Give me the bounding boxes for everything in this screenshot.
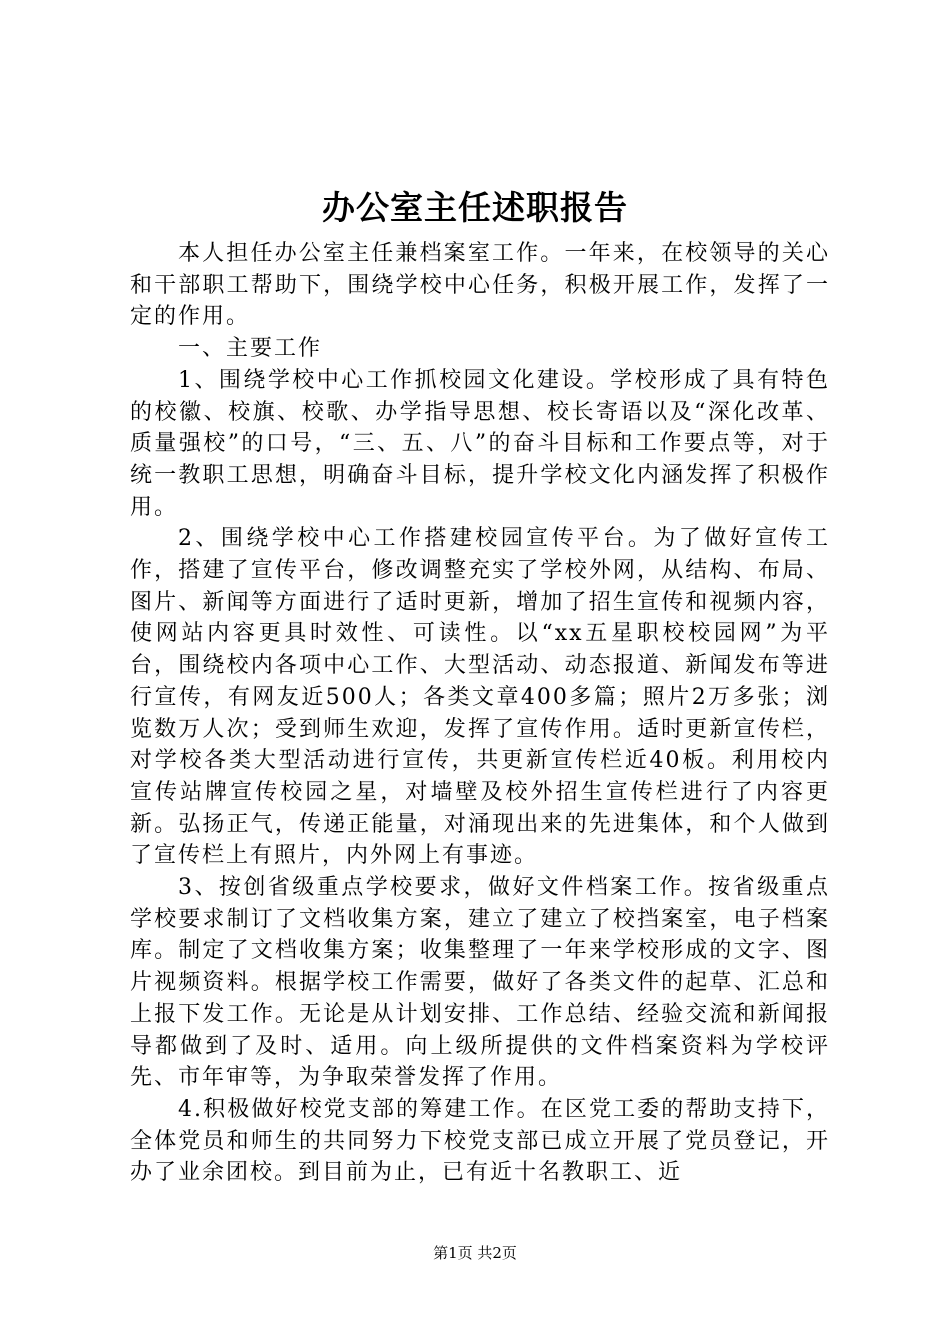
section-heading-main-work: 一、主要工作 xyxy=(178,336,323,362)
paragraph-item-4: 4.积极做好校党支部的筹建工作。在区党工委的帮助支持下，全体党员和师生的共同努力下校党支部已成立开展了党员登记，开办了业余团校。到目前为止，已有近十名教职工、近 xyxy=(130,1096,830,1186)
paragraph-intro: 本人担任办公室主任兼档案室工作。一年来，在校领导的关心和干部职工帮助下，围绕学校中心任务，积极开展工作，发挥了一定的作用。 xyxy=(130,241,830,330)
page-footer: 第1页 共2页 xyxy=(433,1244,517,1262)
paragraph-item-3: 3、按创省级重点学校要求，做好文件档案工作。按省级重点学校要求制订了文档收集方案，建立了建立了校挡案室，电子档案库。制定了文档收集方案；收集整理了一年来学校形成的文字、图片视频资料。根据学校工作需要，做好了各类文件的起草、汇总和上报下发工作。无论是从计划安排、工作总结、经验交流和新闻报导都做到了及时、适用。向上级所提供的文件档案资料为学校评先、市年审等，为争取荣誉发挥了作用。 xyxy=(130,875,830,1091)
document-title: 办公室主任述职报告 xyxy=(322,188,628,227)
paragraph-item-1: 1、围绕学校中心工作抓校园文化建设。学校形成了具有特色的校徽、校旗、校歌、办学指导思想、校长寄语以及“深化改革、质量强校”的口号，“三、五、八”的奋斗目标和工作要点等，对于统一教职工思想，明确奋斗目标，提升学校文化内涵发挥了积极作用。 xyxy=(130,367,830,520)
paragraph-item-2: 2、围绕学校中心工作搭建校园宣传平台。为了做好宣传工作，搭建了宣传平台，修改调整充实了学校外网，从结构、布局、图片、新闻等方面进行了适时更新，增加了招生宣传和视频内容，使网站内容更具时效性、可读性。以“xx五星职校校园网”为平台，围绕校内各项中心工作、大型活动、动态报道、新闻发布等进行宣传，有网友近500人；各类文章400多篇；照片2万多张；浏览数万人次；受到师生欢迎，发挥了宣传作用。适时更新宣传栏，对学校各类大型活动进行宣传，共更新宣传栏近40板。利用校内宣传站牌宣传校园之星，对墙壁及校外招生宣传栏进行了内容更新。弘扬正气，传递正能量，对涌现出来的先进集体，和个人做到了宣传栏上有照片，内外网上有事迹。 xyxy=(130,526,830,869)
document-body xyxy=(130,238,830,1189)
